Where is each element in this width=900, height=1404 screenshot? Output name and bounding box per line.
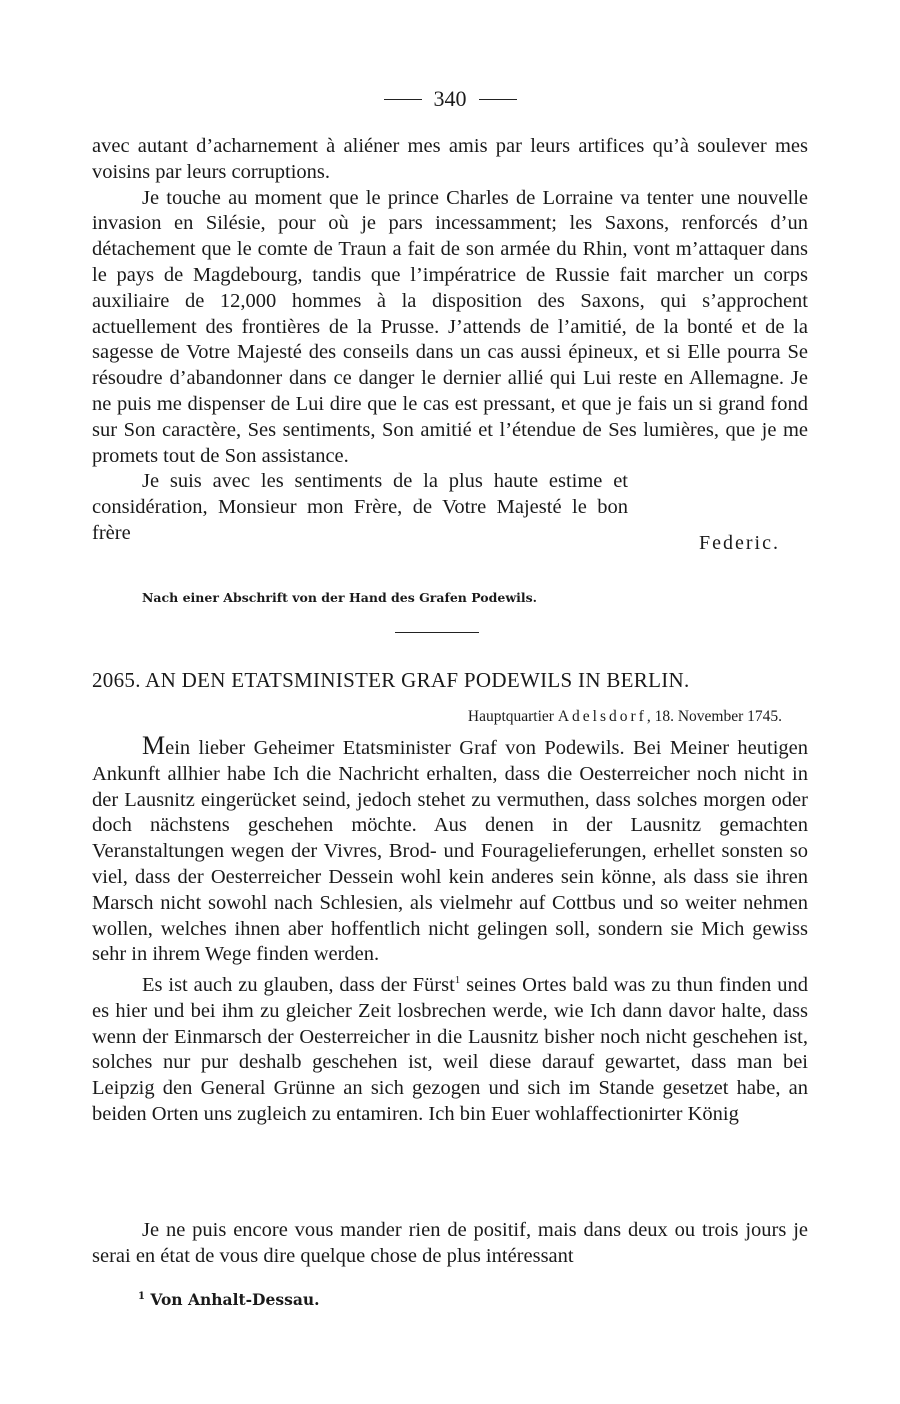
dateline — [468, 708, 782, 726]
postscript: Je ne puis encore vous mander rien de positif, mais dans deux ou trois jours je serai en état de vous dire quelque chose de plus intéressant — [92, 1219, 808, 1267]
header-rule-left — [384, 99, 422, 100]
letter-2-paragraph-2-start: Es ist auch zu glauben, dass der Fürst — [142, 974, 455, 996]
page-header — [0, 86, 900, 112]
letter-2-paragraph-2-rest: seines Ortes bald was zu thun finden und es hier und bei ihm zu gleicher Zeit losbrechen werde, wie Ich dann davor halte, dass wenn der Einmarsch der Oesterreicher in die Lausnitz bisher noch nicht geschehen ist, solches nur pur deshalb geschehen ist, weil diese darauf gewartet, dass man bei Leipzig den General Grünne an sich gezogen und sich im Stande gesetzet habe, an beiden Orten uns zugleich zu entamiren. Ich bin Euer wohlaffectionirter König — [92, 974, 808, 1125]
letter-2-body — [92, 733, 808, 1128]
dateline-suffix: , 18. November 1745. — [646, 708, 782, 725]
letter-1-closing: Je suis avec les sentiments de la plus haute estime et considération, Monsieur mon Frère, de Votre Majesté le bon frère — [92, 470, 628, 544]
letter-heading: 2065. AN DEN ETATSMINISTER GRAF PODEWILS IN BERLIN. — [92, 668, 690, 692]
letter-2-paragraph-1-text: ein lieber Geheimer Etatsminister Graf von Podewils. Bei Meiner heutigen Ankunft allhier habe Ich die Nachricht erhalten, dass die Oesterreicher noch nicht in der Lausnitz eingerücket seind, jedoch stehet zu vermuthen, dass solches morgen oder doch nächstens geschehen möchte. Aus denen in der Lausnitz gemachten Veranstaltungen wegen der Vivres, Brod- und Fouragelieferungen, erhellet sonsten so viel, dass der Oesterreicher Dessein wohl kein anderes sein könne, als dass sie ihren Marsch nicht sowohl nach Schlesien, als vielmehr auf Cottbus und so weiter nehmen wollen, welches ihnen aber hoffentlich nicht gelingen soll, sondern sie Mich gewiss sehr in ihrem Wege finden werden. — [92, 737, 808, 966]
section-divider — [395, 632, 479, 633]
signature: Federic. — [699, 531, 780, 554]
letter-2-paragraph-1 — [92, 733, 808, 968]
page-number: 340 — [433, 86, 467, 111]
postscript-block — [92, 1218, 808, 1270]
dateline-prefix: Hauptquartier — [467, 708, 558, 725]
salutation-initial: M — [142, 731, 166, 760]
letter-1-paragraph-2: Je touche au moment que le prince Charles de Lorraine va tenter une nouvelle invasion en Silésie, pour où je pars incessamment; les Saxons, renforcés d’un détachement que le comte de Traun a fait de son armée du Rhin, vont m’attaquer dans le pays de Magdebourg, tandis que l’impératrice de Russie fait marcher un corps auxiliaire de 12,000 hommes à la disposition des Saxons, qui s’approchent actuellement des frontières de la Prusse. J’attends de l’amitié, de la bonté et de la sagesse de Votre Majesté des conseils dans un cas aussi épineux, et si Elle pourra Se résoudre d’abandonner dans ce danger le dernier allié qui Lui reste en Allemagne. Je ne puis me dispenser de Lui dire que le cas est pressant, et que je fais un si grand fond sur Son caractère, Ses sentiments, Son amitié et l’étendue de Ses lumières, que je me promets tout de Son assistance. — [92, 186, 808, 467]
source-note: Nach einer Abschrift von der Hand des Grafen Podewils. — [142, 590, 537, 605]
header-rule-right — [479, 99, 517, 100]
letter-1-body — [92, 134, 808, 554]
footnote — [138, 1290, 320, 1309]
footnote-text: Von Anhalt-Dessau. — [144, 1290, 320, 1309]
dateline-place: Adelsdorf — [557, 708, 647, 725]
letter-2-paragraph-2 — [92, 968, 808, 1128]
footnote-reference: 1 — [454, 974, 461, 987]
footnote-number: 1 — [138, 1290, 145, 1302]
letter-1-paragraph-1: avec autant d’acharnement à aliéner mes amis par leurs artifices qu’à soulever mes voisins par leurs corruptions. — [92, 135, 808, 183]
